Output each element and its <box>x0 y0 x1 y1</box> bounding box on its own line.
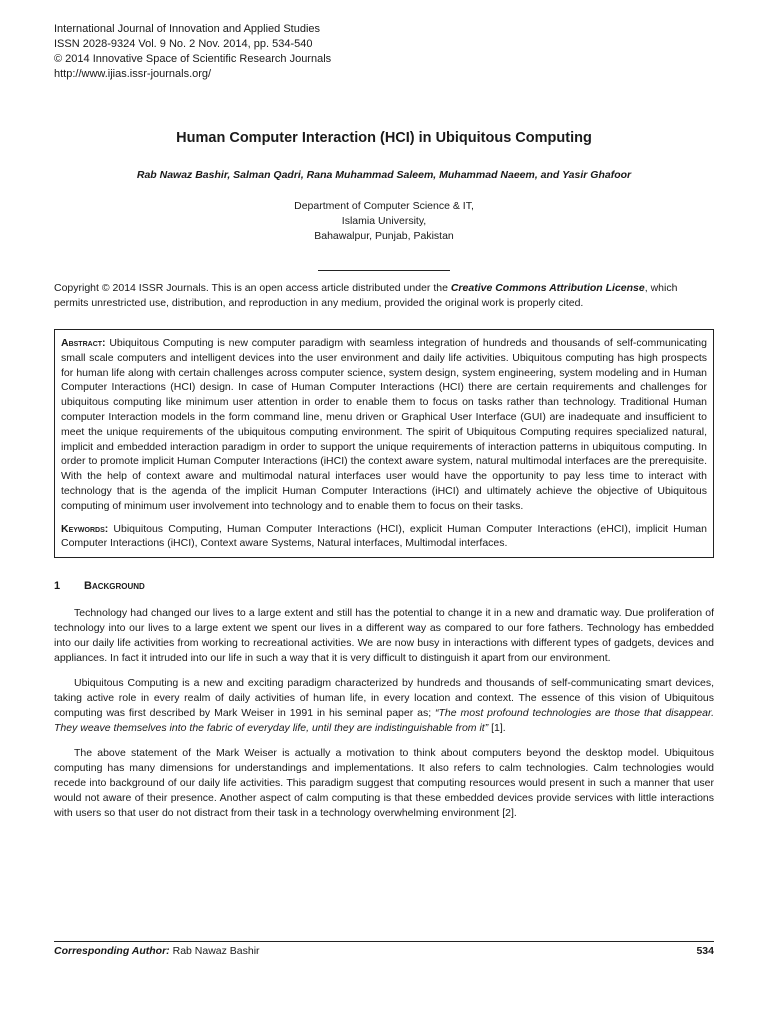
keywords-text: Ubiquitous Computing, Human Computer Interactions (HCI), explicit Human Computer Interactions (eHCI), implicit Human Computer Interactions (iHCI), Context aware Systems, Natural interfaces, Multimodal interfaces. <box>61 522 707 550</box>
paper-title: Human Computer Interaction (HCI) in Ubiquitous Computing <box>176 130 592 146</box>
license-text-after: , which permits unrestricted use, distribution, and reproduction in any medium, provided the original work is properly cited. <box>54 282 678 309</box>
corresponding-author-name: Rab Nawaz Bashir <box>169 945 260 957</box>
section-number: 1 <box>54 580 61 593</box>
page-content <box>54 22 714 821</box>
abstract-box <box>54 329 714 558</box>
journal-header <box>54 22 714 82</box>
paragraph-3: The above statement of the Mark Weiser is actually a motivation to think about computers beyond the desktop model. Ubiquitous computing has many dimensions for understandings and implementations. It also refers to calm technologies. Calm technologies would recede into background of our daily life activities. This paradigm suggest that computing resources would present in such a manner that user would not aware of their presence. Another aspect of calm computing is that these embedded devices provide services with little interactions with users so that user do not distract from their task in a technology overwhelming environment [2]. <box>54 747 714 820</box>
affiliation-line-2: Islamia University, <box>341 215 427 227</box>
affiliation-line-1: Department of Computer Science & IT, <box>294 200 474 212</box>
journal-name: International Journal of Innovation and Applied Studies <box>54 23 321 35</box>
abstract-text: Ubiquitous Computing is new computer paradigm with seamless integration of hundreds and thousands of self-communicating small scale computers and intelligent devices into the user environment and daily life activities. Ubiquitous computing has high prospects for human life along with certain challenges across computer science, system design, system engineering, system modeling and in Human Computer Interactions (HCI) design. In case of Human Computer Interactions (HCI) there are certain requirements and challenges for ubiquitous computing like minimum user attention in order to enable them to focus on tasks rather than technology. Traditional Human computer Interaction models in the form command line, menu driven or Graphical User Interface (GUI) are inadequate and insufficient to meet the unique requirements of the ubiquitous computing environment. The spirit of Ubiquitous Computing requires specialized natural, implicit and embedded interaction paradigm in order to support the unique requirements of interaction patterns in ubiquitous computing. In order to promote implicit Human Computer Interactions (iHCI) the context aware system, natural multimodal interfaces are the prerequisite. With the help of context aware and multimodal natural interfaces user would have the opportunity to pay less time to interact with technology that is the agenda of the implicit Human Computer Interactions (iHCI) and ultimately achieve the objective of Ubiquitous computing of minimum user involvement into technology and to enable them to focus on their tasks. <box>61 337 707 512</box>
affiliation <box>54 199 714 244</box>
affiliation-line-3: Bahawalpur, Punjab, Pakistan <box>314 230 454 242</box>
license-notice <box>54 281 714 311</box>
paragraph-2 <box>54 676 714 736</box>
abstract-label: Abstract: <box>61 337 106 349</box>
section-heading <box>54 580 714 592</box>
keywords-label: Keywords: <box>61 522 109 535</box>
weiser-quote: “The most profound technologies are those that disappear. They weave themselves into the fabric of everyday life, until they are indistinguishable from it” <box>54 707 714 735</box>
corresponding-author <box>54 945 260 957</box>
journal-issn: ISSN 2028-9324 Vol. 9 No. 2 Nov. 2014, pp. 534-540 <box>54 38 313 50</box>
keywords <box>61 522 707 552</box>
author-list: Rab Nawaz Bashir, Salman Qadri, Rana Muhammad Saleem, Muhammad Naeem, and Yasir Ghafoor <box>136 169 632 181</box>
divider <box>318 270 450 271</box>
license-name: Creative Commons Attribution License <box>450 282 645 294</box>
license-text-before: Copyright © 2014 ISSR Journals. This is an open access article distributed under the <box>54 282 451 294</box>
corresponding-author-label: Corresponding Author: <box>54 945 170 957</box>
journal-url[interactable]: http://www.ijias.issr-journals.org/ <box>54 68 212 80</box>
paragraph-1: Technology had changed our lives to a large extent and still has the potential to change it in a new and dramatic way. Due proliferation of technology into our lives to a large extent we spent our lives in a different way as compared to our fore fathers. Technology has embedded into our daily life activities from working to recreational activities. We are now busy in interactions with different types of gadgets, devices and appliances. In fact it intruded into our life in such a way that it is very difficult to distinguish it apart from our environment. <box>54 607 714 665</box>
abstract <box>61 336 707 514</box>
footer-divider <box>54 941 714 942</box>
paragraph-2-text: Ubiquitous Computing is a new and exciting paradigm characterized by hundreds and thousands of self-communicating smart devices, taking active role in every realm of daily activities of human life, in every location and context. The essence of this vision of Ubiquitous computing was first described by Mark Weiser in 1991 in his seminal paper as; <box>54 677 714 720</box>
page-number: 534 <box>696 945 714 957</box>
section-title: Background <box>84 580 145 593</box>
journal-copyright: © 2014 Innovative Space of Scientific Research Journals <box>54 53 332 65</box>
citation-1: [1]. <box>488 722 506 735</box>
page-footer <box>54 945 714 957</box>
